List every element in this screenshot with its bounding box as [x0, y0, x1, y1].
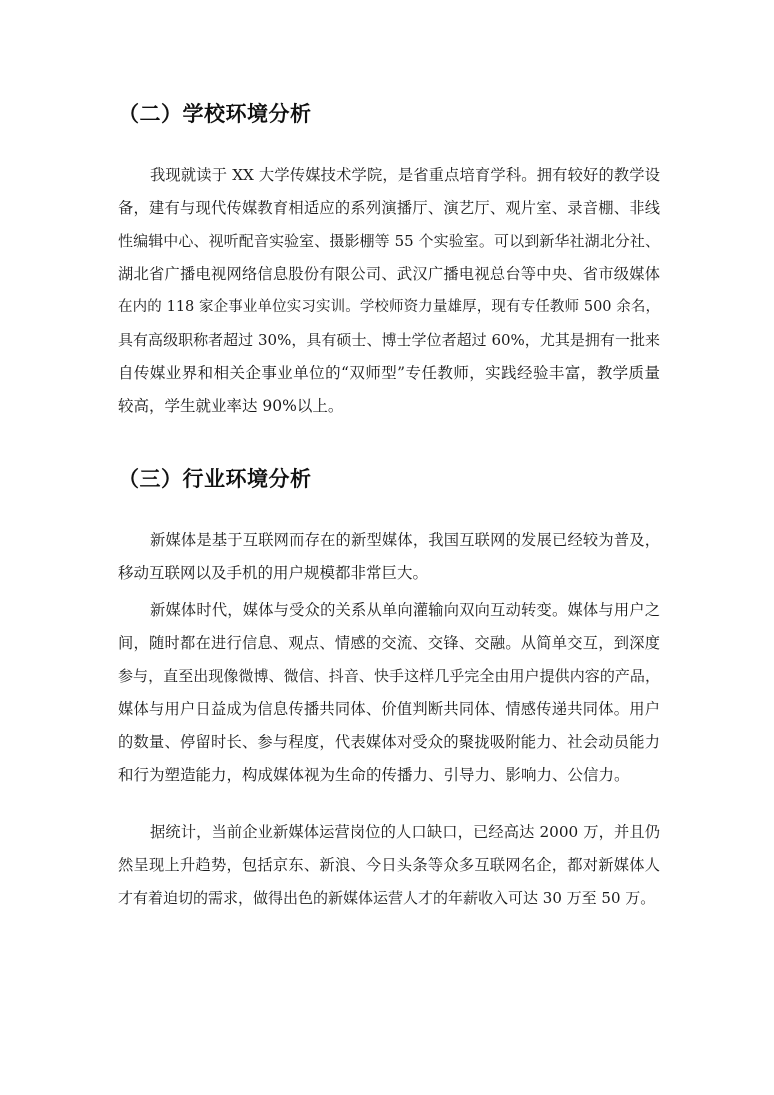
- paragraph-line: 间，随时都在进行信息、观点、情感的交流、交锋、交融。从简单交互，到深度: [118, 634, 660, 652]
- paragraph-line: 媒体与用户日益成为信息传播共同体、价值判断共同体、情感传递共同体。用户: [118, 700, 660, 718]
- paragraph-line: 新媒体时代，媒体与受众的关系从单向灌输向双向互动转变。媒体与用户之: [150, 601, 660, 619]
- industry-paragraph-1: [118, 524, 660, 590]
- paragraph-line: 较高，学生就业率达 90%以上。: [118, 397, 344, 415]
- paragraph-line: 参与，直至出现像微博、微信、抖音、快手这样几乎完全由用户提供内容的产品，: [118, 667, 660, 685]
- paragraph-line: 移动互联网以及手机的用户规模都非常巨大。: [118, 564, 429, 582]
- paragraph-line: 然呈现上升趋势，包括京东、新浪、今日头条等众多互联网名企，都对新媒体人: [118, 856, 660, 874]
- paragraph-line: 具有高级职称者超过 30%，具有硕士、博士学位者超过 60%，尤其是拥有一批来: [118, 331, 660, 349]
- paragraph-line: 在内的 118 家企事业单位实习实训。学校师资力量雄厚，现有专任教师 500 余名，: [118, 299, 660, 315]
- section-heading-industry-environment: （三）行业环境分析: [118, 467, 312, 491]
- paragraph-line: 才有着迫切的需求，做得出色的新媒体运营人才的年薪收入可达 30 万至 50 万。: [118, 889, 656, 907]
- school-environment-paragraph: [118, 159, 660, 423]
- paragraph-line: 我现就读于 XX 大学传媒技术学院，是省重点培育学科。拥有较好的教学设: [150, 166, 660, 184]
- industry-paragraph-2: [118, 594, 660, 792]
- paragraph-line: 和行为塑造能力，构成媒体视为生命的传播力、引导力、影响力、公信力。: [118, 766, 630, 784]
- paragraph-line: 性编辑中心、视听配音实验室、摄影棚等 55 个实验室。可以到新华社湖北分社、: [118, 232, 660, 250]
- paragraph-line: 自传媒业界和相关企事业单位的“双师型”专任教师，实践经验丰富，教学质量: [118, 364, 660, 382]
- paragraph-line: 的数量、停留时长、参与程度，代表媒体对受众的聚拢吸附能力、社会动员能力: [118, 733, 660, 751]
- paragraph-line: 新媒体是基于互联网而存在的新型媒体，我国互联网的发展已经较为普及，: [150, 531, 660, 549]
- industry-paragraph-3: [118, 816, 660, 915]
- section-heading-school-environment: （二）学校环境分析: [118, 102, 312, 126]
- paragraph-line: 湖北省广播电视网络信息股份有限公司、武汉广播电视总台等中央、省市级媒体: [118, 265, 660, 283]
- paragraph-line: 备，建有与现代传媒教育相适应的系列演播厅、演艺厅、观片室、录音棚、非线: [118, 199, 660, 217]
- paragraph-line: 据统计，当前企业新媒体运营岗位的人口缺口，已经高达 2000 万，并且仍: [150, 823, 660, 841]
